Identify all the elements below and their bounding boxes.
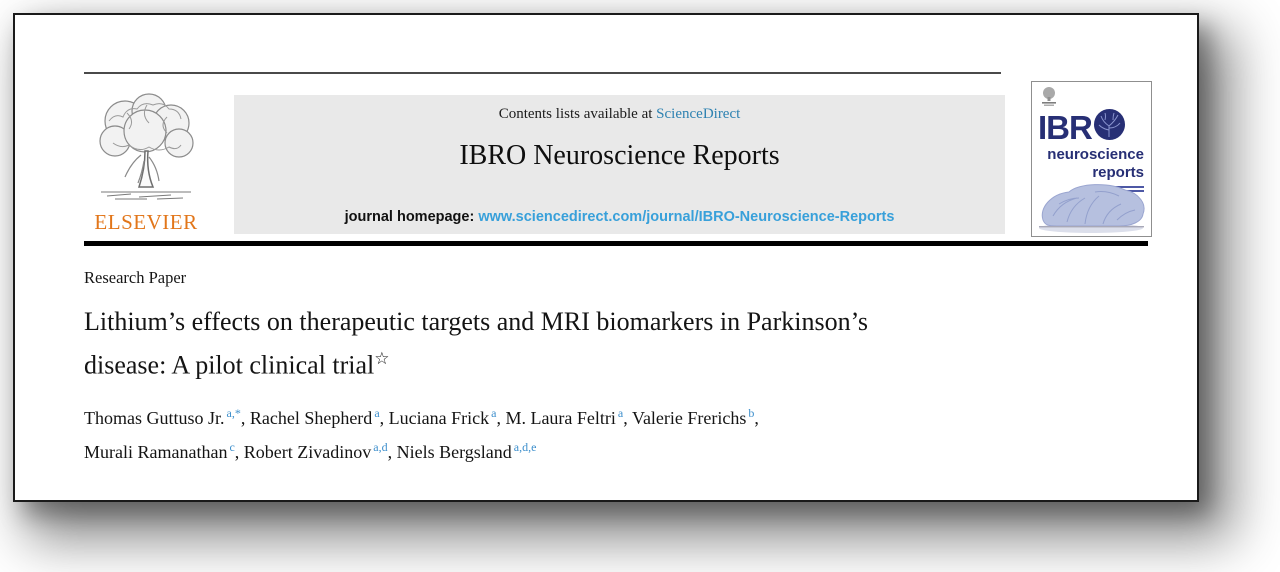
- author-affiliation-sup[interactable]: b: [748, 406, 755, 420]
- author-affiliation-sup[interactable]: a: [491, 406, 497, 420]
- author-name: Thomas Guttuso Jr.: [84, 408, 225, 428]
- author: [505, 408, 623, 428]
- sciencedirect-link[interactable]: ScienceDirect: [656, 106, 741, 122]
- cover-title-row: [1038, 108, 1126, 146]
- cover-brain-image: [1033, 180, 1150, 234]
- journal-banner: [234, 95, 1005, 234]
- author-affiliation-sup[interactable]: a,d: [373, 440, 388, 454]
- article-page: [13, 13, 1199, 502]
- journal-cover-thumbnail: [1031, 81, 1152, 237]
- author: [244, 442, 388, 462]
- author-name: Murali Ramanathan: [84, 442, 228, 462]
- cover-subtitle-reports: reports: [1092, 164, 1144, 181]
- tree-trunk: [139, 151, 153, 187]
- brain-circle-icon: [1093, 108, 1126, 146]
- article-title: [84, 303, 1034, 384]
- journal-homepage-link[interactable]: www.sciencedirect.com/journal/IBRO-Neuroscience-Reports: [478, 209, 895, 225]
- elsevier-tree-icon: [87, 190, 205, 207]
- author-list: Thomas Guttuso Jr. $^{a,*}$, Rachel Shepherd $^a$, Luciana Frick $^a$, M. Laura Feltri $^a$, Valerie Frerichs $^b$, Murali Ramanathan $^c$, Robert Zivadinov $^{a,d}$, Niels Bergsland $^{a,d,e}$: [84, 406, 759, 462]
- author-name: Niels Bergsland: [396, 442, 512, 462]
- author: [397, 442, 537, 462]
- author-name: Robert Zivadinov: [243, 442, 372, 462]
- author: [84, 408, 241, 428]
- section-label: Research Paper: [84, 268, 187, 287]
- author-affiliation-sup[interactable]: c: [229, 440, 235, 454]
- author: [84, 442, 235, 462]
- journal-title: IBRO Neuroscience Reports: [459, 140, 780, 171]
- author-affiliation-sup[interactable]: a,*: [226, 406, 241, 420]
- elsevier-logo: [81, 91, 211, 237]
- title-line1: Lithium’s effects on therapeutic targets and MRI biomarkers in Parkinson’s: [84, 307, 868, 336]
- separator-rule: [84, 241, 1148, 246]
- title-line2: disease: A pilot clinical trial: [84, 350, 375, 380]
- author: [389, 408, 497, 428]
- top-rule: [84, 72, 1001, 74]
- author-name: M. Laura Feltri: [505, 408, 616, 428]
- author: [250, 408, 380, 428]
- contents-line: [234, 106, 1005, 123]
- author-name: Luciana Frick: [388, 408, 490, 428]
- cover-subtitle-neuroscience: neuroscience: [1047, 146, 1144, 163]
- author-affiliation-sup[interactable]: a: [374, 406, 380, 420]
- author-affiliation-sup[interactable]: a,d,e: [513, 440, 537, 454]
- author-name: Valerie Frerichs: [631, 408, 747, 428]
- homepage-line: [234, 209, 1005, 225]
- homepage-prefix: journal homepage:: [344, 209, 475, 225]
- author: [632, 408, 754, 428]
- author-name: Rachel Shepherd: [249, 408, 373, 428]
- elsevier-wordmark: ELSEVIER: [94, 210, 198, 234]
- cover-title-ibr: IBR: [1038, 108, 1092, 146]
- title-footnote-star-icon[interactable]: ☆: [374, 349, 390, 368]
- contents-prefix: Contents lists available at: [498, 106, 653, 122]
- author-affiliation-sup[interactable]: a: [617, 406, 624, 420]
